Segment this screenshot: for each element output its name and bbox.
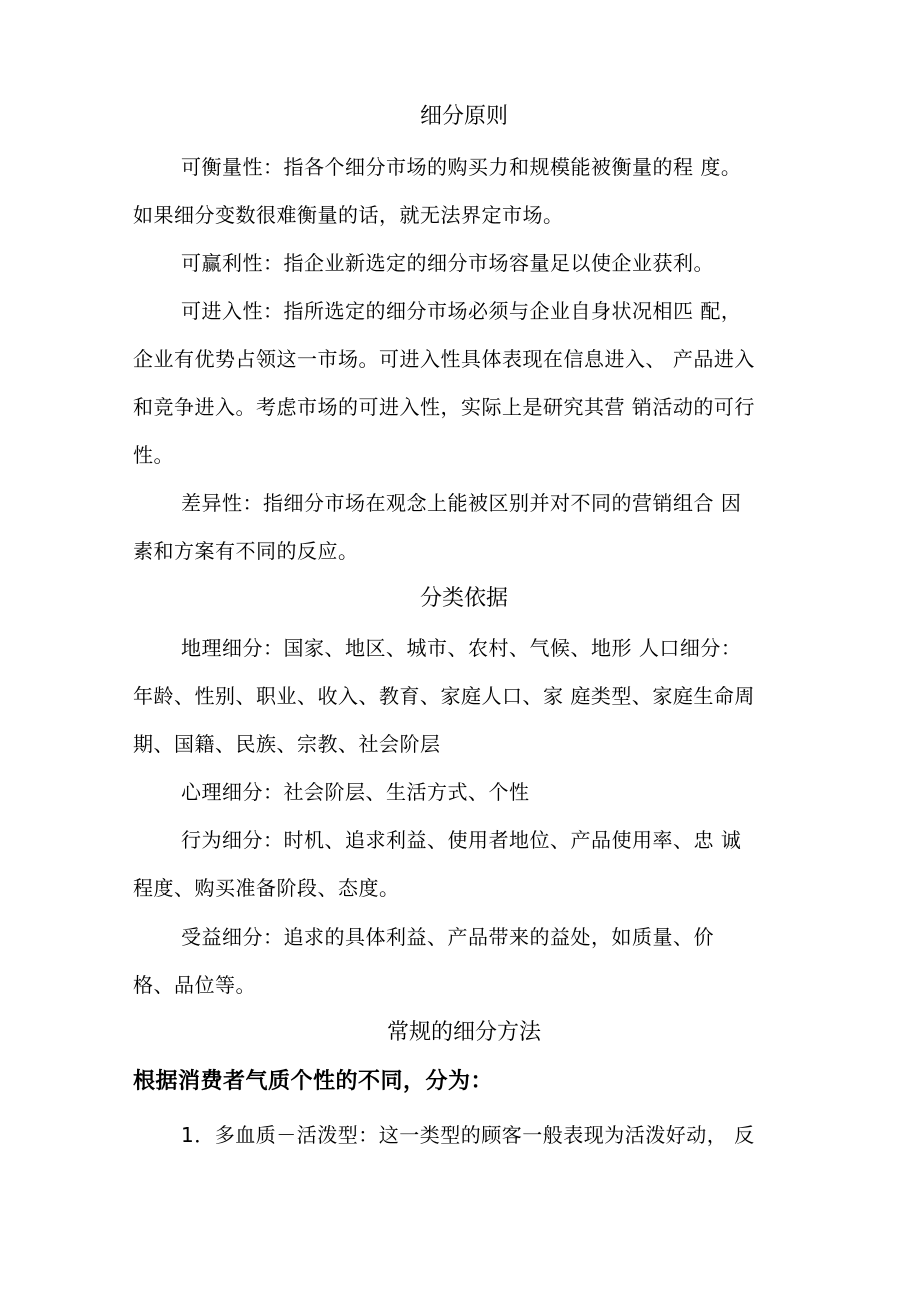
paragraph-line: 期、国籍、民族、宗教、社会阶层	[133, 732, 441, 756]
paragraph-line: 如果细分变数很难衡量的话，就无法界定市场。	[133, 203, 564, 227]
paragraph-line: 格、品位等。	[133, 973, 256, 997]
paragraph-line: 程度、购买准备阶段、态度。	[133, 876, 400, 900]
paragraph-line: 和竞争进入。考虑市场的可进入性，实际上是研究其营 销活动的可行	[133, 395, 755, 419]
paragraph-line: 差异性：指细分市场在观念上能被区别并对不同的营销组合 因	[181, 491, 742, 515]
paragraph-line: 可进入性：指所选定的细分市场必须与企业自身状况相匹 配，	[181, 299, 742, 323]
paragraph-line: 年龄、性别、职业、收入、教育、家庭人口、家 庭类型、家庭生命周	[133, 684, 755, 708]
section-heading-segmentation-principles: 细分原则	[419, 104, 508, 129]
paragraph-line: 心理细分：社会阶层、生活方式、个性	[181, 780, 530, 804]
paragraph-line: 1．多血质－活泼型：这一类型的顾客一般表现为活泼好动， 反	[181, 1123, 755, 1147]
paragraph-line: 可衡量性：指各个细分市场的购买力和规模能被衡量的程 度。	[181, 155, 742, 179]
section-heading-conventional-methods: 常规的细分方法	[386, 1020, 541, 1045]
paragraph-line: 可赢利性：指企业新选定的细分市场容量足以使企业获利。	[181, 251, 714, 275]
paragraph-line: 地理细分：国家、地区、城市、农村、气候、地形 人口细分：	[181, 636, 742, 660]
section-heading-classification-basis: 分类依据	[419, 586, 508, 611]
paragraph-line: 性。	[133, 443, 174, 467]
paragraph-line: 受益细分：追求的具体利益、产品带来的益处，如质量、价	[181, 925, 714, 949]
paragraph-line: 素和方案有不同的反应。	[133, 539, 359, 563]
paragraph-line: 企业有优势占领这一市场。可进入性具体表现在信息进入、 产品进入	[133, 347, 755, 371]
paragraph-line: 行为细分：时机、追求利益、使用者地位、产品使用率、忠 诚	[181, 828, 742, 852]
bold-subheading: 根据消费者气质个性的不同，分为：	[133, 1069, 494, 1094]
